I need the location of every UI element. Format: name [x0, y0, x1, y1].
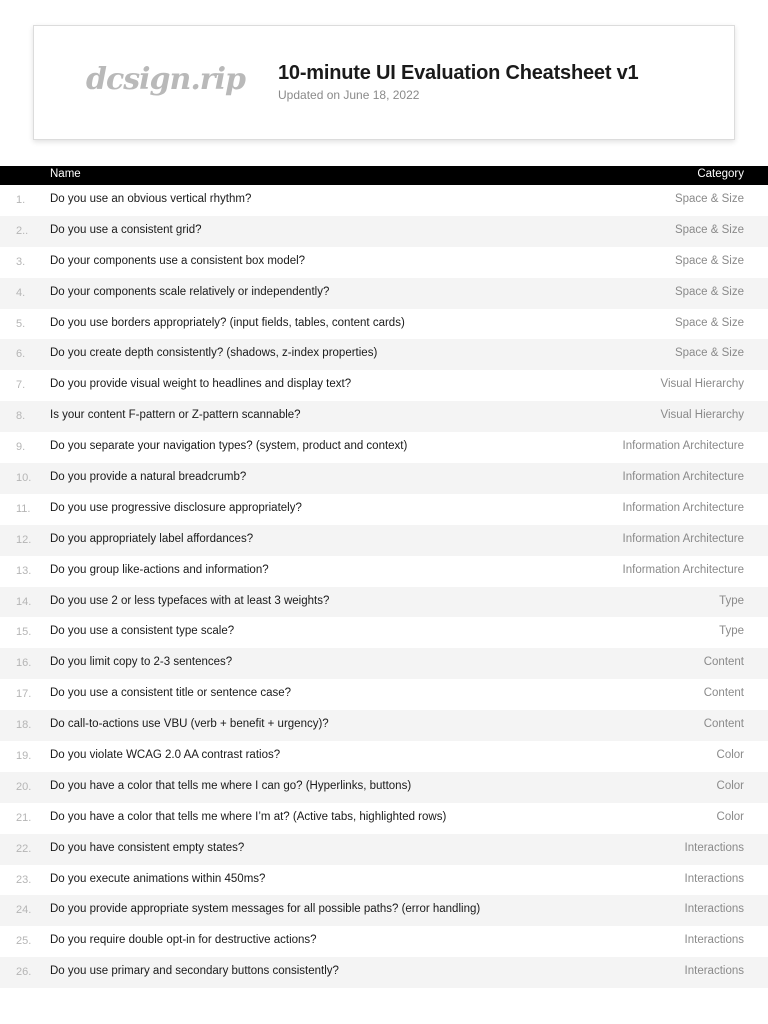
row-category: Space & Size [674, 193, 744, 205]
row-category: Space & Size [674, 254, 744, 267]
table-row [0, 401, 768, 432]
row-question: Do you appropriately label affordances? [50, 532, 254, 545]
table-row [0, 741, 768, 772]
row-number: 9. [16, 441, 26, 454]
row-category: Color [716, 810, 744, 823]
row-question: Do your components use a consistent box model? [50, 254, 306, 267]
row-number: 24. [16, 904, 32, 917]
row-category: Information Architecture [622, 501, 744, 514]
row-question: Do you have a color that tells me where I can go? (Hyperlinks, buttons) [50, 779, 412, 792]
row-number: 8. [16, 410, 26, 423]
row-number: 10. [16, 472, 32, 485]
table-row [0, 587, 768, 618]
row-number: 2.. [16, 224, 29, 237]
row-number: 22. [16, 842, 32, 855]
table-row [0, 278, 768, 309]
row-category: Color [716, 779, 744, 792]
table-row [0, 648, 768, 679]
row-number: 26. [16, 966, 32, 979]
column-header-category: Category [697, 168, 744, 180]
row-number: 1. [16, 194, 26, 206]
header-card [33, 25, 735, 140]
row-number: 19. [16, 750, 32, 763]
row-question: Do you use progressive disclosure appropriately? [50, 501, 302, 514]
row-question: Do you separate your navigation types? (system, product and context) [50, 440, 408, 453]
row-category: Interactions [684, 872, 744, 885]
row-question: Do you provide appropriate system messages for all possible paths? (error handling) [50, 903, 481, 916]
row-question: Do you use a consistent grid? [50, 223, 202, 236]
brand-logo: dcsign.rip [86, 62, 245, 97]
table-row [0, 556, 768, 587]
row-question: Do you use a consistent title or sentence case? [50, 687, 292, 700]
column-header-name: Name [50, 168, 81, 180]
table-row [0, 463, 768, 494]
row-question: Do call-to-actions use VBU (verb + benefit + urgency)? [50, 718, 329, 731]
row-number: 5. [16, 317, 26, 330]
row-category: Type [719, 594, 744, 607]
row-category: Content [703, 687, 744, 700]
row-category: Visual Hierarchy [660, 378, 744, 391]
row-number: 11. [16, 502, 31, 515]
row-number: 3. [16, 255, 26, 268]
row-number: 18. [16, 719, 32, 732]
table-row [0, 710, 768, 741]
table-row [0, 247, 768, 278]
row-number: 17. [16, 688, 32, 701]
row-number: 13. [16, 564, 32, 577]
row-question: Is your content F-pattern or Z-pattern scannable? [50, 409, 301, 422]
row-number: 15. [16, 626, 32, 639]
row-question: Do you execute animations within 450ms? [50, 872, 266, 885]
row-question: Do you use borders appropriately? (input fields, tables, content cards) [50, 316, 405, 329]
row-category: Interactions [684, 841, 744, 854]
row-category: Visual Hierarchy [660, 409, 744, 422]
table-row [0, 834, 768, 865]
row-question: Do you provide a natural breadcrumb? [50, 471, 247, 484]
table-row [0, 617, 768, 648]
table-row [0, 772, 768, 803]
page-subtitle: Updated on June 18, 2022 [278, 88, 420, 102]
row-category: Interactions [684, 965, 744, 978]
table-row [0, 339, 768, 370]
row-question: Do you limit copy to 2-3 sentences? [50, 656, 233, 669]
row-number: 20. [16, 780, 32, 793]
table-row [0, 679, 768, 710]
row-category: Color [716, 749, 744, 762]
row-question: Do you have a color that tells me where I’m at? (Active tabs, highlighted rows) [50, 810, 447, 823]
table-body [0, 185, 768, 988]
row-category: Content [703, 718, 744, 731]
row-question: Do you use a consistent type scale? [50, 625, 235, 638]
row-number: 12. [16, 533, 32, 546]
table-row [0, 185, 768, 216]
row-category: Information Architecture [622, 471, 744, 484]
table-row [0, 957, 768, 988]
table-row [0, 432, 768, 463]
row-category: Information Architecture [622, 440, 744, 453]
row-category: Information Architecture [622, 532, 744, 545]
table-row [0, 370, 768, 401]
row-number: 25. [16, 935, 32, 948]
table-row [0, 926, 768, 957]
table-row [0, 865, 768, 896]
table-row [0, 494, 768, 525]
row-question: Do you provide visual weight to headlines and display text? [50, 378, 352, 391]
table-row [0, 309, 768, 340]
row-category: Type [719, 625, 744, 638]
row-question: Do you violate WCAG 2.0 AA contrast ratios? [50, 749, 281, 762]
row-category: Content [703, 656, 744, 669]
row-number: 23. [16, 873, 32, 886]
row-category: Space & Size [674, 347, 744, 360]
row-question: Do you group like-actions and information? [50, 563, 269, 576]
table-row [0, 803, 768, 834]
row-category: Space & Size [674, 223, 744, 236]
row-question: Do you use 2 or less typefaces with at least 3 weights? [50, 594, 330, 607]
row-number: 16. [16, 657, 32, 670]
row-category: Space & Size [674, 316, 744, 329]
row-question: Do your components scale relatively or independently? [50, 285, 330, 298]
page-title: 10-minute UI Evaluation Cheatsheet v1 [278, 62, 639, 84]
row-question: Do you create depth consistently? (shadows, z-index properties) [50, 347, 378, 360]
row-category: Interactions [684, 903, 744, 916]
row-number: 21. [16, 811, 32, 824]
row-number: 7. [16, 379, 26, 392]
table-row [0, 525, 768, 556]
row-number: 14. [16, 595, 32, 608]
row-category: Information Architecture [622, 563, 744, 576]
row-question: Do you have consistent empty states? [50, 841, 245, 854]
row-category: Interactions [684, 934, 744, 947]
table-row [0, 895, 768, 926]
row-category: Space & Size [674, 285, 744, 298]
table-row [0, 216, 768, 247]
table-header [0, 166, 768, 185]
row-number: 4. [16, 286, 26, 299]
row-question: Do you require double opt-in for destructive actions? [50, 934, 317, 947]
row-number: 6. [16, 348, 26, 361]
checklist-table [0, 166, 768, 988]
row-question: Do you use primary and secondary buttons consistently? [50, 965, 339, 978]
row-question: Do you use an obvious vertical rhythm? [50, 193, 252, 205]
